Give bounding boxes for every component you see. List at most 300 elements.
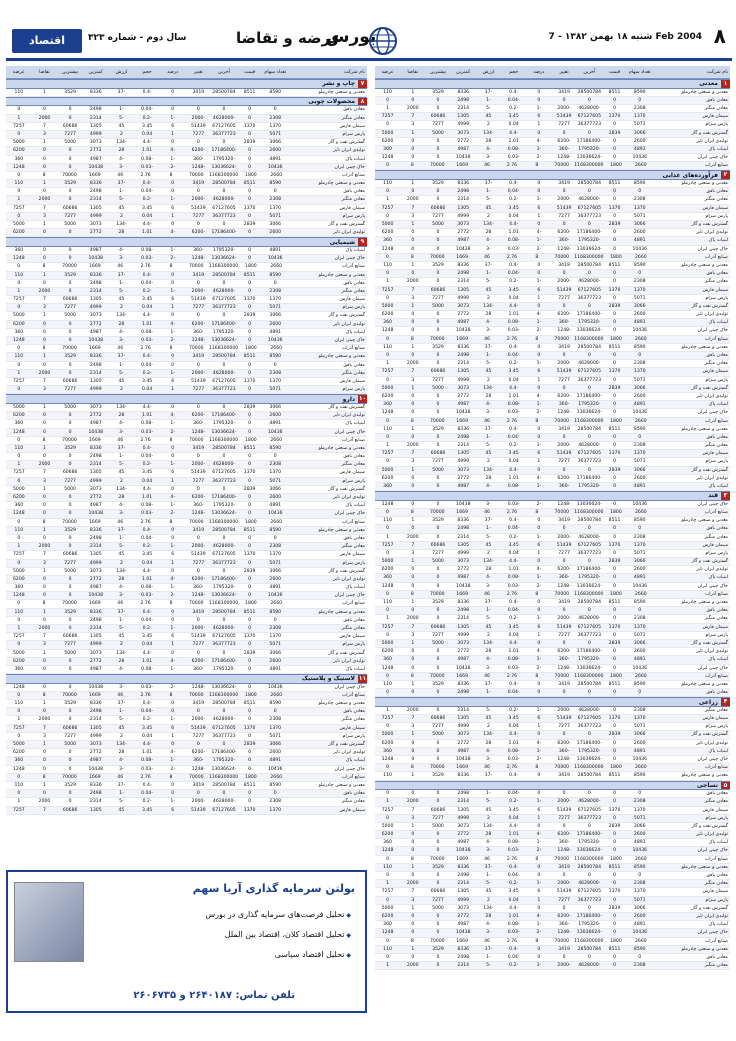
table-cell: 28 [485, 138, 492, 144]
table-cell: 2498 [457, 271, 470, 277]
table-cell: 0 [196, 791, 200, 797]
table-cell: معادن منگنز [704, 279, 728, 285]
table-row [6, 312, 367, 320]
table-cell: 0 [43, 758, 46, 764]
table-cell: 8590 [269, 782, 282, 788]
column-header: درصد [167, 69, 179, 75]
table-cell: 0 [248, 535, 252, 541]
table-cell: 0 [248, 503, 252, 509]
table-row [6, 272, 367, 280]
table-cell: 0 [436, 665, 440, 671]
table-cell: 0 [196, 189, 200, 195]
table-cell: 0 [436, 575, 440, 581]
table-cell: 60686 [430, 624, 446, 630]
table-row [6, 461, 367, 469]
table-cell: 1669 [88, 774, 101, 780]
table-row [6, 147, 367, 155]
table-cell: 0 [613, 575, 616, 581]
table-cell: 2600 [269, 750, 282, 756]
table-cell: 0 [43, 107, 46, 113]
table-row [375, 962, 730, 970]
table-cell: 8590 [633, 600, 646, 606]
table-cell: -3 [119, 593, 124, 599]
table-cell: 0 [411, 146, 415, 152]
table-cell: لبنیات پاک [345, 666, 365, 672]
table-cell: 0 [587, 608, 591, 614]
table-cell: 0 [537, 262, 541, 268]
table-row [375, 847, 730, 855]
table-cell: تولیدی ایران تایر [333, 413, 365, 419]
table-cell: 0 [386, 434, 390, 440]
table-cell: 0 [248, 288, 252, 294]
table-cell: 0 [248, 585, 252, 591]
table-cell: خاک چینی ایران [697, 930, 728, 936]
page-header [6, 24, 732, 62]
table-cell: 0 [68, 717, 72, 723]
table-cell: -4628000 [212, 288, 236, 294]
table-cell: 1305 [457, 451, 470, 457]
table-cell: 1370 [633, 807, 646, 813]
table-cell: 0 [68, 148, 72, 154]
table-cell: 0 [248, 642, 252, 648]
table-cell: -0.03 [507, 665, 520, 671]
table-cell: 2498 [89, 617, 102, 623]
table-cell: 8 [42, 264, 46, 270]
table-cell: 1669 [456, 418, 468, 424]
table-cell: 10438 [88, 164, 104, 170]
table-cell: 5071 [269, 478, 282, 484]
table-cell: 0 [411, 189, 415, 195]
table-cell: 0 [222, 222, 226, 227]
table-cell: 0 [613, 740, 616, 746]
table-cell: 2 [119, 213, 123, 219]
table-cell: 0 [436, 881, 440, 887]
table-cell: 46 [484, 163, 490, 169]
table-cell: 0 [411, 873, 415, 879]
table-cell: 8336 [89, 527, 102, 533]
table-cell: -0.08 [507, 575, 520, 581]
table-cell: 5071 [633, 213, 646, 219]
table-cell: -3 [486, 328, 491, 334]
table-cell: -17186400 [576, 567, 602, 573]
table-cell: 0 [43, 658, 46, 664]
table-row [375, 344, 730, 352]
table-cell: -1 [486, 526, 491, 532]
table-cell: 4891 [269, 585, 282, 591]
table-cell: 0 [537, 873, 541, 879]
table-cell: گسترش نفت و گاز [328, 742, 365, 748]
table-cell: 51439 [556, 114, 572, 120]
table-cell: 0 [17, 560, 21, 566]
table-cell: گسترش نفت و گاز [691, 303, 728, 309]
table-cell: 0 [248, 387, 252, 393]
table-cell: معادن منگنز [704, 443, 728, 449]
table-cell: 0 [613, 583, 616, 589]
table-cell: 0 [43, 511, 46, 517]
table-cell: -4 [119, 329, 124, 335]
table-cell: 4999 [457, 213, 470, 219]
table-row [6, 164, 367, 172]
table-cell: 1.01 [508, 567, 519, 573]
table-cell: 28 [485, 740, 492, 746]
table-cell: 0 [537, 97, 541, 103]
table-cell: 6200 [381, 832, 394, 838]
table-cell: تولیدی ایران تایر [333, 495, 365, 500]
table-cell: 6 [171, 807, 175, 813]
table-cell: -17186400 [576, 138, 602, 144]
table-cell: 0 [638, 954, 642, 960]
table-cell: 0 [613, 295, 616, 301]
table-cell: پارس سرام [705, 550, 728, 556]
table-cell: 0 [68, 338, 72, 344]
table-cell: -0.03 [507, 583, 520, 589]
table-cell: 1.01 [508, 913, 519, 919]
table-cell: 4891 [269, 247, 282, 253]
table-cell: 1 [43, 568, 46, 574]
table-cell: 6 [171, 378, 175, 384]
table-cell: -1 [119, 107, 124, 113]
table-cell: -2 [536, 246, 542, 252]
table-cell: 110 [14, 272, 24, 278]
section-rows [375, 790, 730, 970]
table-cell: 0 [537, 946, 541, 952]
table-cell: 28 [485, 649, 492, 655]
table-cell: 0 [613, 567, 616, 573]
table-cell: 1370 [243, 807, 256, 813]
table-cell: 3.45 [508, 114, 519, 120]
table-row [375, 954, 730, 962]
table-row [375, 624, 730, 632]
table-cell: 3066 [269, 650, 282, 656]
table-cell: 0 [436, 361, 440, 367]
table-cell: 1800 [245, 264, 257, 270]
table-cell: 3419 [558, 864, 570, 870]
table-cell: 0 [171, 222, 175, 227]
table-cell: -1 [536, 922, 542, 928]
table-cell: 0 [613, 832, 616, 838]
table-cell: 1168300000 [208, 172, 239, 178]
table-cell: 0 [436, 608, 440, 614]
table-cell: 0 [222, 189, 226, 195]
table-cell: 1800 [245, 692, 257, 698]
table-cell: خاک چینی ایران [697, 665, 728, 671]
section-rows [6, 106, 367, 237]
table-cell: تولیدی ایران تایر [696, 649, 728, 655]
table-row [375, 213, 730, 221]
table-cell: 0 [386, 189, 390, 195]
table-cell: 8 [42, 519, 46, 525]
table-cell: 6200 [381, 393, 394, 399]
table-cell: -2000 [191, 288, 206, 294]
section-rows [6, 684, 367, 815]
table-cell: -2000 [191, 197, 206, 203]
table-cell: -1795320 [212, 503, 236, 509]
table-cell: 0 [436, 328, 440, 334]
table-cell: 7 [411, 624, 415, 630]
table-row [375, 723, 730, 731]
table-cell: -1 [170, 717, 175, 723]
table-cell: 0 [43, 709, 46, 715]
table-cell: لبنیات پاک [708, 575, 728, 581]
table-cell: 5000 [64, 568, 76, 574]
table-row [6, 494, 367, 502]
table-row [6, 543, 367, 551]
table-cell: 0 [562, 559, 566, 565]
table-cell: -0.4 [509, 518, 519, 524]
table-cell: 3529 [64, 272, 76, 278]
table-cell: 8336 [89, 181, 102, 187]
table-cell: معادن بافق [706, 271, 728, 277]
table-cell: پارس سرام [705, 897, 728, 903]
table-cell: 0 [222, 140, 226, 146]
table-cell: 0 [43, 503, 46, 509]
table-cell: 4999 [457, 459, 470, 465]
table-cell: -4628000 [578, 534, 601, 540]
table-cell: 0 [613, 246, 616, 252]
table-cell: 0 [17, 478, 21, 484]
table-cell: 8590 [633, 773, 646, 779]
table-cell: -1795320 [578, 484, 601, 489]
table-cell: 2 [119, 131, 123, 137]
table-cell: معدنی و صنعتی چادرملو [681, 181, 728, 187]
table-cell: 0 [638, 791, 642, 797]
table-cell: 8336 [457, 181, 470, 187]
section-rows [375, 501, 730, 698]
table-cell: تولیدی ایران تایر [696, 567, 728, 573]
table-cell: 0 [68, 164, 72, 170]
table-cell: -13036624 [211, 429, 237, 435]
table-cell: 1168300000 [574, 509, 604, 515]
table-cell: 0 [43, 585, 46, 591]
table-cell: 1669 [456, 938, 468, 944]
table-cell: 46 [117, 774, 124, 780]
table-cell: 0 [43, 617, 46, 623]
table-cell: -1 [170, 370, 175, 376]
table-cell: 3529 [64, 782, 76, 788]
table-cell: 7277 [558, 122, 570, 128]
table-cell: 1 [386, 963, 390, 969]
table-cell: 0 [385, 765, 389, 771]
table-cell: 1669 [456, 509, 468, 515]
table-cell: 2600 [269, 230, 282, 236]
table-cell: 28500784 [577, 946, 601, 952]
table-cell: معادن بافق [706, 434, 728, 440]
table-cell: 2000 [406, 616, 419, 622]
table-cell: 110 [383, 600, 392, 606]
table-cell: 0 [436, 930, 440, 936]
table-row [375, 756, 730, 764]
table-cell: -1 [119, 535, 124, 541]
table-cell: 0 [196, 617, 200, 623]
table-cell: 2308 [269, 370, 282, 376]
table-cell: 1 [386, 616, 390, 622]
table-cell: 3419 [192, 354, 205, 360]
table-row [375, 831, 730, 839]
table-cell: 6200 [13, 321, 25, 327]
table-cell: -0.2 [142, 799, 152, 805]
table-cell: 0 [171, 742, 175, 748]
table-cell: -2 [170, 256, 175, 262]
table-cell: 2000 [406, 105, 419, 111]
table-cell: -4628000 [578, 963, 601, 969]
table-cell: 70000 [554, 509, 570, 515]
table-row [6, 584, 367, 592]
table-cell: 0 [17, 264, 21, 270]
table-cell: 2600 [633, 138, 646, 144]
table-cell: 1168300000 [208, 519, 239, 525]
table-cell: 0 [196, 313, 200, 319]
table-cell: 0 [222, 709, 226, 715]
table-cell: 0 [537, 426, 541, 432]
table-cell: -1795320 [212, 421, 236, 427]
table-cell: -0.4 [509, 681, 519, 687]
table-cell: 0 [386, 526, 390, 532]
table-cell: 2000 [406, 279, 419, 285]
table-cell: -1795320 [212, 247, 236, 253]
table-cell: 0 [68, 658, 72, 664]
table-cell: 3073 [457, 640, 470, 646]
table-cell: -17186400 [211, 495, 237, 500]
table-cell: 0 [17, 213, 21, 219]
table-cell: 4999 [457, 295, 470, 301]
table-cell: 0 [587, 434, 591, 440]
table-cell: 0 [436, 105, 440, 111]
table-cell: 1370 [633, 716, 646, 722]
table-cell: -1248 [191, 338, 206, 344]
table-cell: 2000 [38, 197, 51, 203]
table-cell: -1 [536, 105, 542, 111]
table-cell: 0 [171, 89, 175, 95]
table-cell: -4628000 [578, 881, 601, 887]
table-cell: 2 [486, 815, 490, 821]
table-cell: 4999 [89, 642, 102, 648]
table-row [6, 650, 367, 658]
table-cell: معدنی و صنعتی چادرملو [318, 354, 365, 360]
table-cell: 3529 [432, 181, 444, 187]
table-cell: 0 [248, 189, 252, 195]
table-cell: 46 [117, 692, 124, 698]
table-cell: 1248 [381, 665, 394, 671]
table-cell: 6 [537, 542, 541, 548]
table-cell: 60686 [62, 552, 78, 558]
table-cell: 46 [484, 254, 490, 260]
table-cell: 2498 [89, 189, 102, 195]
table-cell: 0 [436, 616, 440, 622]
table-cell: 0 [248, 338, 252, 344]
table-cell: 1.01 [508, 138, 519, 144]
table-cell: 0 [436, 567, 440, 573]
table-cell: 1 [43, 140, 46, 146]
table-cell: -4 [170, 495, 175, 500]
table-cell: -1 [536, 616, 542, 622]
table-cell: 3529 [432, 600, 444, 606]
table-cell: -0.03 [141, 766, 153, 772]
table-cell: 5000 [432, 222, 444, 227]
table-cell: 0 [537, 130, 541, 136]
table-cell: 7 [43, 725, 46, 731]
table-cell: 6200 [13, 750, 25, 756]
table-cell: 360 [383, 748, 392, 754]
table-cell: -1 [536, 881, 542, 887]
table-cell: صنایع آذراب [704, 254, 728, 260]
table-cell: 28500784 [212, 181, 236, 187]
table-cell: 7257 [13, 552, 25, 558]
table-cell: -0.04 [141, 107, 153, 113]
table-cell: 36377723 [212, 131, 236, 137]
table-cell: معادن منگنز [704, 707, 728, 713]
table-cell: 2308 [633, 105, 646, 111]
table-row [375, 790, 730, 798]
table-cell: -1 [536, 320, 542, 326]
table-cell: -5 [486, 279, 491, 285]
table-cell: 0 [562, 467, 566, 473]
table-cell: -5 [119, 370, 124, 376]
table-cell: -4628000 [578, 361, 601, 367]
table-cell: 0 [196, 742, 200, 748]
table-cell: 0 [613, 230, 616, 236]
table-cell: 5071 [269, 131, 282, 137]
table-cell: معادن بافق [706, 608, 728, 614]
table-cell: -1248 [191, 164, 206, 170]
table-cell: -0.04 [507, 271, 520, 277]
table-cell: 0 [562, 222, 566, 227]
table-cell: 51439 [556, 369, 572, 375]
table-cell: 1168300000 [574, 163, 604, 169]
table-cell: 0 [386, 271, 390, 277]
table-cell: 2 [486, 459, 490, 465]
table-cell: -2 [536, 328, 542, 334]
table-cell: 8336 [89, 445, 102, 451]
table-cell: 1305 [89, 205, 102, 211]
table-cell: -4 [170, 658, 175, 664]
table-cell: سیمان فارس [702, 807, 728, 813]
table-cell: 2660 [634, 418, 647, 424]
table-cell: -37 [484, 600, 493, 606]
table-cell: 3.45 [141, 725, 153, 731]
section-number: ۱۰ [358, 395, 367, 403]
table-cell: 8590 [633, 518, 646, 524]
table-cell: 70000 [429, 673, 445, 679]
table-cell: 8590 [269, 701, 282, 707]
table-cell: 1800 [610, 591, 622, 597]
table-cell: 0 [248, 666, 252, 672]
table-cell: 1800 [245, 519, 257, 525]
table-cell: 0.04 [141, 642, 153, 648]
table-cell: -360 [558, 748, 570, 754]
title-main: بورس [326, 27, 377, 47]
table-cell: 0 [613, 550, 616, 556]
table-cell: معدنی و صنعتی چادرملو [681, 344, 728, 350]
table-cell: 4999 [89, 733, 102, 739]
table-row [375, 442, 730, 450]
table-cell: -0.2 [509, 799, 519, 805]
table-cell: -0.04 [507, 873, 520, 879]
table-cell: -4.4 [509, 559, 519, 565]
table-row [375, 880, 730, 888]
table-cell: 70000 [188, 437, 204, 443]
table-cell: 0 [68, 593, 72, 599]
table-cell: -2000 [191, 717, 206, 723]
table-cell: 10436 [632, 155, 648, 161]
table-cell: -1 [486, 608, 491, 614]
table-cell: 28 [485, 475, 492, 481]
table-cell: 4999 [89, 131, 102, 137]
table-cell: 2308 [633, 616, 646, 622]
table-cell: 4987 [457, 238, 470, 244]
table-cell: 0 [436, 279, 440, 285]
table-cell: -0.03 [141, 429, 153, 435]
table-cell: 0.04 [141, 733, 153, 739]
